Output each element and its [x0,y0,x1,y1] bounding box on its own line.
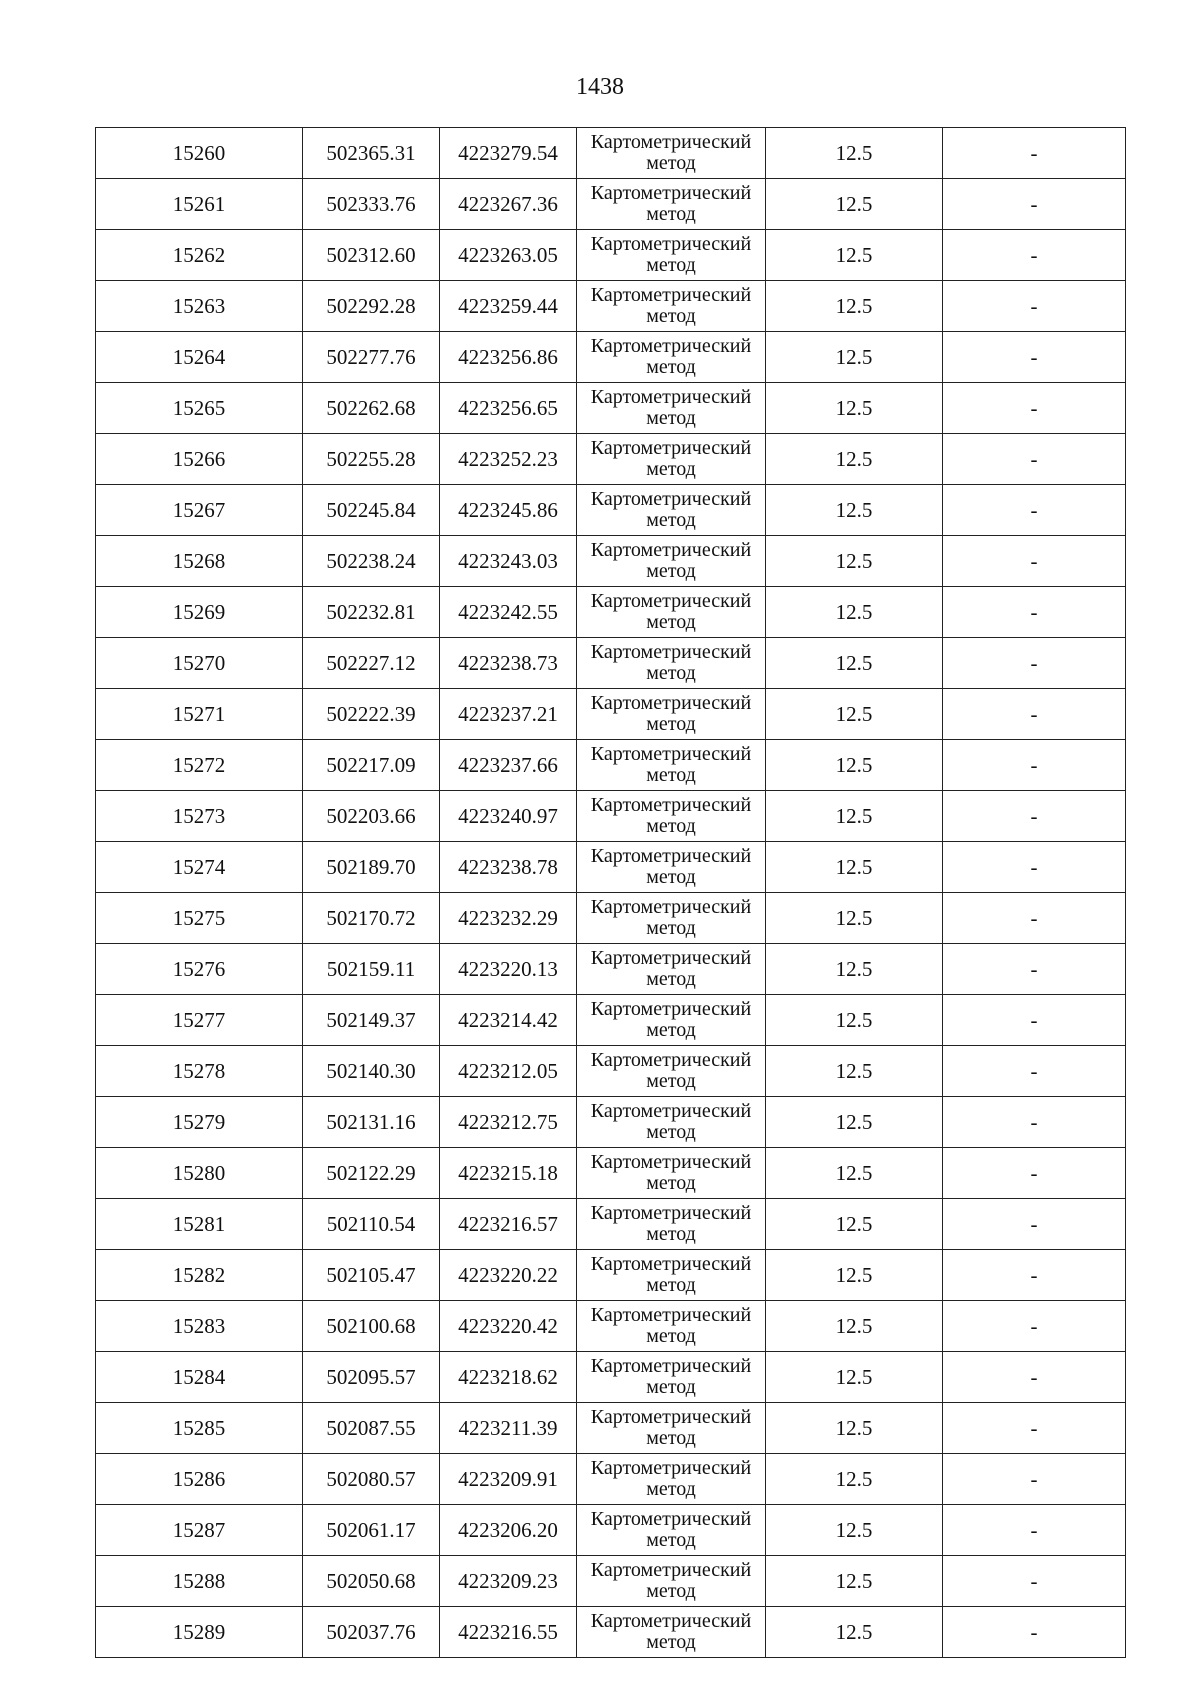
accuracy-cell: 12.5 [766,128,943,179]
point-number-cell: 15279 [96,1097,303,1148]
method-line-1: Картометрический [590,1406,752,1428]
table-row [96,230,1126,281]
point-number-cell: 15275 [96,893,303,944]
y-coordinate-cell: 4223216.57 [440,1199,577,1250]
note-cell: - [943,434,1126,485]
point-number-cell: 15283 [96,1301,303,1352]
method-line-1: Картометрический [590,1508,752,1530]
note-cell: - [943,1097,1126,1148]
note-cell: - [943,128,1126,179]
accuracy-cell: 12.5 [766,1046,943,1097]
method-line-2: метод [646,1223,696,1245]
table-row [96,1148,1126,1199]
page-number: 1438 [576,74,624,100]
note-cell: - [943,1301,1126,1352]
method-cell [577,1148,766,1199]
method-line-1: Картометрический [590,488,752,510]
table-row [96,179,1126,230]
x-coordinate-cell: 502365.31 [303,128,440,179]
table-row [96,1046,1126,1097]
method-line-2: метод [646,203,696,225]
accuracy-cell: 12.5 [766,434,943,485]
method-cell [577,1046,766,1097]
accuracy-cell: 12.5 [766,587,943,638]
method-cell [577,1505,766,1556]
method-line-1: Картометрический [590,1253,752,1275]
table-row [96,1097,1126,1148]
x-coordinate-cell: 502170.72 [303,893,440,944]
method-line-2: метод [646,509,696,531]
coordinates-table [95,127,1126,1658]
x-coordinate-cell: 502255.28 [303,434,440,485]
method-line-1: Картометрический [590,182,752,204]
y-coordinate-cell: 4223240.97 [440,791,577,842]
accuracy-cell: 12.5 [766,1454,943,1505]
y-coordinate-cell: 4223214.42 [440,995,577,1046]
method-line-1: Картометрический [590,743,752,765]
note-cell: - [943,842,1126,893]
x-coordinate-cell: 502159.11 [303,944,440,995]
point-number-cell: 15274 [96,842,303,893]
note-cell: - [943,179,1126,230]
table-row [96,434,1126,485]
method-line-1: Картометрический [590,1049,752,1071]
table-row [96,842,1126,893]
method-line-2: метод [646,1631,696,1653]
table-row [96,485,1126,536]
y-coordinate-cell: 4223238.73 [440,638,577,689]
table-row [96,1607,1126,1658]
method-cell [577,434,766,485]
y-coordinate-cell: 4223218.62 [440,1352,577,1403]
x-coordinate-cell: 502238.24 [303,536,440,587]
x-coordinate-cell: 502203.66 [303,791,440,842]
note-cell: - [943,689,1126,740]
note-cell: - [943,485,1126,536]
y-coordinate-cell: 4223242.55 [440,587,577,638]
method-cell [577,638,766,689]
point-number-cell: 15285 [96,1403,303,1454]
y-coordinate-cell: 4223243.03 [440,536,577,587]
table-row [96,944,1126,995]
method-line-2: метод [646,917,696,939]
note-cell: - [943,893,1126,944]
y-coordinate-cell: 4223211.39 [440,1403,577,1454]
x-coordinate-cell: 502037.76 [303,1607,440,1658]
method-cell [577,842,766,893]
y-coordinate-cell: 4223209.91 [440,1454,577,1505]
y-coordinate-cell: 4223263.05 [440,230,577,281]
note-cell: - [943,230,1126,281]
y-coordinate-cell: 4223206.20 [440,1505,577,1556]
point-number-cell: 15262 [96,230,303,281]
note-cell: - [943,944,1126,995]
method-line-1: Картометрический [590,845,752,867]
coordinates-table-body [96,128,1126,1658]
point-number-cell: 15287 [96,1505,303,1556]
method-line-2: метод [646,1121,696,1143]
y-coordinate-cell: 4223216.55 [440,1607,577,1658]
method-line-1: Картометрический [590,1202,752,1224]
method-line-2: метод [646,254,696,276]
y-coordinate-cell: 4223279.54 [440,128,577,179]
y-coordinate-cell: 4223267.36 [440,179,577,230]
method-cell [577,1556,766,1607]
y-coordinate-cell: 4223252.23 [440,434,577,485]
table-row [96,893,1126,944]
accuracy-cell: 12.5 [766,791,943,842]
point-number-cell: 15286 [96,1454,303,1505]
method-line-2: метод [646,764,696,786]
y-coordinate-cell: 4223237.66 [440,740,577,791]
y-coordinate-cell: 4223259.44 [440,281,577,332]
x-coordinate-cell: 502122.29 [303,1148,440,1199]
accuracy-cell: 12.5 [766,1505,943,1556]
point-number-cell: 15264 [96,332,303,383]
y-coordinate-cell: 4223232.29 [440,893,577,944]
method-line-1: Картометрический [590,590,752,612]
method-line-1: Картометрический [590,1610,752,1632]
point-number-cell: 15276 [96,944,303,995]
y-coordinate-cell: 4223237.21 [440,689,577,740]
method-line-1: Картометрический [590,1151,752,1173]
method-cell [577,1301,766,1352]
y-coordinate-cell: 4223212.05 [440,1046,577,1097]
accuracy-cell: 12.5 [766,995,943,1046]
accuracy-cell: 12.5 [766,1250,943,1301]
accuracy-cell: 12.5 [766,281,943,332]
table-row [96,383,1126,434]
table-row [96,587,1126,638]
method-line-1: Картометрический [590,947,752,969]
accuracy-cell: 12.5 [766,842,943,893]
point-number-cell: 15278 [96,1046,303,1097]
table-row [96,281,1126,332]
table-row [96,128,1126,179]
y-coordinate-cell: 4223212.75 [440,1097,577,1148]
method-line-2: метод [646,1070,696,1092]
note-cell: - [943,638,1126,689]
point-number-cell: 15281 [96,1199,303,1250]
y-coordinate-cell: 4223238.78 [440,842,577,893]
x-coordinate-cell: 502245.84 [303,485,440,536]
method-cell [577,893,766,944]
table-row [96,332,1126,383]
method-cell [577,1097,766,1148]
point-number-cell: 15269 [96,587,303,638]
accuracy-cell: 12.5 [766,638,943,689]
method-cell [577,179,766,230]
y-coordinate-cell: 4223209.23 [440,1556,577,1607]
note-cell: - [943,1403,1126,1454]
accuracy-cell: 12.5 [766,1352,943,1403]
note-cell: - [943,1199,1126,1250]
method-cell [577,281,766,332]
accuracy-cell: 12.5 [766,230,943,281]
point-number-cell: 15266 [96,434,303,485]
method-line-2: метод [646,1274,696,1296]
x-coordinate-cell: 502232.81 [303,587,440,638]
table-row [96,1505,1126,1556]
accuracy-cell: 12.5 [766,893,943,944]
accuracy-cell: 12.5 [766,536,943,587]
note-cell: - [943,1556,1126,1607]
note-cell: - [943,1607,1126,1658]
method-line-1: Картометрический [590,794,752,816]
y-coordinate-cell: 4223256.86 [440,332,577,383]
method-cell [577,1403,766,1454]
note-cell: - [943,1505,1126,1556]
method-line-2: метод [646,1529,696,1551]
point-number-cell: 15271 [96,689,303,740]
method-cell [577,740,766,791]
method-line-1: Картометрический [590,1457,752,1479]
method-cell [577,1199,766,1250]
x-coordinate-cell: 502131.16 [303,1097,440,1148]
table-row [96,1199,1126,1250]
accuracy-cell: 12.5 [766,1556,943,1607]
note-cell: - [943,587,1126,638]
point-number-cell: 15277 [96,995,303,1046]
method-line-2: метод [646,1580,696,1602]
y-coordinate-cell: 4223220.22 [440,1250,577,1301]
x-coordinate-cell: 502087.55 [303,1403,440,1454]
point-number-cell: 15282 [96,1250,303,1301]
x-coordinate-cell: 502333.76 [303,179,440,230]
table-row [96,791,1126,842]
point-number-cell: 15267 [96,485,303,536]
method-line-2: метод [646,152,696,174]
method-line-1: Картометрический [590,1100,752,1122]
table-row [96,1454,1126,1505]
x-coordinate-cell: 502100.68 [303,1301,440,1352]
note-cell: - [943,1454,1126,1505]
method-cell [577,128,766,179]
x-coordinate-cell: 502277.76 [303,332,440,383]
point-number-cell: 15272 [96,740,303,791]
point-number-cell: 15273 [96,791,303,842]
method-line-1: Картометрический [590,233,752,255]
method-line-2: метод [646,356,696,378]
table-row [96,638,1126,689]
x-coordinate-cell: 502149.37 [303,995,440,1046]
note-cell: - [943,332,1126,383]
method-cell [577,689,766,740]
x-coordinate-cell: 502262.68 [303,383,440,434]
method-cell [577,383,766,434]
note-cell: - [943,383,1126,434]
accuracy-cell: 12.5 [766,179,943,230]
accuracy-cell: 12.5 [766,1148,943,1199]
method-line-1: Картометрический [590,284,752,306]
accuracy-cell: 12.5 [766,689,943,740]
y-coordinate-cell: 4223256.65 [440,383,577,434]
method-line-1: Картометрический [590,641,752,663]
note-cell: - [943,1046,1126,1097]
table-row [96,1250,1126,1301]
table-row [96,1556,1126,1607]
point-number-cell: 15289 [96,1607,303,1658]
accuracy-cell: 12.5 [766,944,943,995]
accuracy-cell: 12.5 [766,332,943,383]
method-line-1: Картометрический [590,896,752,918]
point-number-cell: 15280 [96,1148,303,1199]
note-cell: - [943,740,1126,791]
x-coordinate-cell: 502105.47 [303,1250,440,1301]
accuracy-cell: 12.5 [766,1403,943,1454]
method-cell [577,1607,766,1658]
x-coordinate-cell: 502061.17 [303,1505,440,1556]
method-line-2: метод [646,1478,696,1500]
note-cell: - [943,791,1126,842]
accuracy-cell: 12.5 [766,383,943,434]
method-line-2: метод [646,1172,696,1194]
method-line-2: метод [646,611,696,633]
y-coordinate-cell: 4223220.42 [440,1301,577,1352]
point-number-cell: 15260 [96,128,303,179]
method-line-2: метод [646,560,696,582]
accuracy-cell: 12.5 [766,1301,943,1352]
table-row [96,689,1126,740]
table-row [96,536,1126,587]
method-line-2: метод [646,1325,696,1347]
method-line-1: Картометрический [590,998,752,1020]
method-cell [577,944,766,995]
accuracy-cell: 12.5 [766,1097,943,1148]
point-number-cell: 15284 [96,1352,303,1403]
table-row [96,1352,1126,1403]
method-line-1: Картометрический [590,1355,752,1377]
method-line-1: Картометрический [590,1304,752,1326]
point-number-cell: 15263 [96,281,303,332]
method-cell [577,1454,766,1505]
method-cell [577,485,766,536]
method-cell [577,230,766,281]
table-row [96,1403,1126,1454]
method-line-2: метод [646,305,696,327]
method-line-2: метод [646,968,696,990]
method-line-2: метод [646,1019,696,1041]
accuracy-cell: 12.5 [766,1607,943,1658]
method-cell [577,1250,766,1301]
x-coordinate-cell: 502080.57 [303,1454,440,1505]
x-coordinate-cell: 502227.12 [303,638,440,689]
method-line-1: Картометрический [590,335,752,357]
table-row [96,1301,1126,1352]
x-coordinate-cell: 502189.70 [303,842,440,893]
method-cell [577,332,766,383]
point-number-cell: 15288 [96,1556,303,1607]
method-line-1: Картометрический [590,131,752,153]
method-line-2: метод [646,407,696,429]
note-cell: - [943,1148,1126,1199]
x-coordinate-cell: 502110.54 [303,1199,440,1250]
x-coordinate-cell: 502050.68 [303,1556,440,1607]
method-line-1: Картометрический [590,539,752,561]
method-cell [577,536,766,587]
y-coordinate-cell: 4223215.18 [440,1148,577,1199]
method-line-2: метод [646,1376,696,1398]
method-cell [577,587,766,638]
method-cell [577,791,766,842]
point-number-cell: 15268 [96,536,303,587]
y-coordinate-cell: 4223220.13 [440,944,577,995]
x-coordinate-cell: 502095.57 [303,1352,440,1403]
x-coordinate-cell: 502312.60 [303,230,440,281]
method-line-1: Картометрический [590,386,752,408]
note-cell: - [943,1352,1126,1403]
x-coordinate-cell: 502222.39 [303,689,440,740]
method-line-2: метод [646,1427,696,1449]
note-cell: - [943,281,1126,332]
x-coordinate-cell: 502140.30 [303,1046,440,1097]
table-row [96,740,1126,791]
y-coordinate-cell: 4223245.86 [440,485,577,536]
x-coordinate-cell: 502217.09 [303,740,440,791]
method-line-1: Картометрический [590,692,752,714]
point-number-cell: 15261 [96,179,303,230]
method-line-1: Картометрический [590,437,752,459]
note-cell: - [943,536,1126,587]
table-row [96,995,1126,1046]
method-line-2: метод [646,662,696,684]
method-line-2: метод [646,815,696,837]
accuracy-cell: 12.5 [766,485,943,536]
method-cell [577,995,766,1046]
method-cell [577,1352,766,1403]
method-line-2: метод [646,866,696,888]
point-number-cell: 15265 [96,383,303,434]
accuracy-cell: 12.5 [766,1199,943,1250]
note-cell: - [943,1250,1126,1301]
method-line-1: Картометрический [590,1559,752,1581]
accuracy-cell: 12.5 [766,740,943,791]
method-line-2: метод [646,713,696,735]
method-line-2: метод [646,458,696,480]
note-cell: - [943,995,1126,1046]
point-number-cell: 15270 [96,638,303,689]
x-coordinate-cell: 502292.28 [303,281,440,332]
